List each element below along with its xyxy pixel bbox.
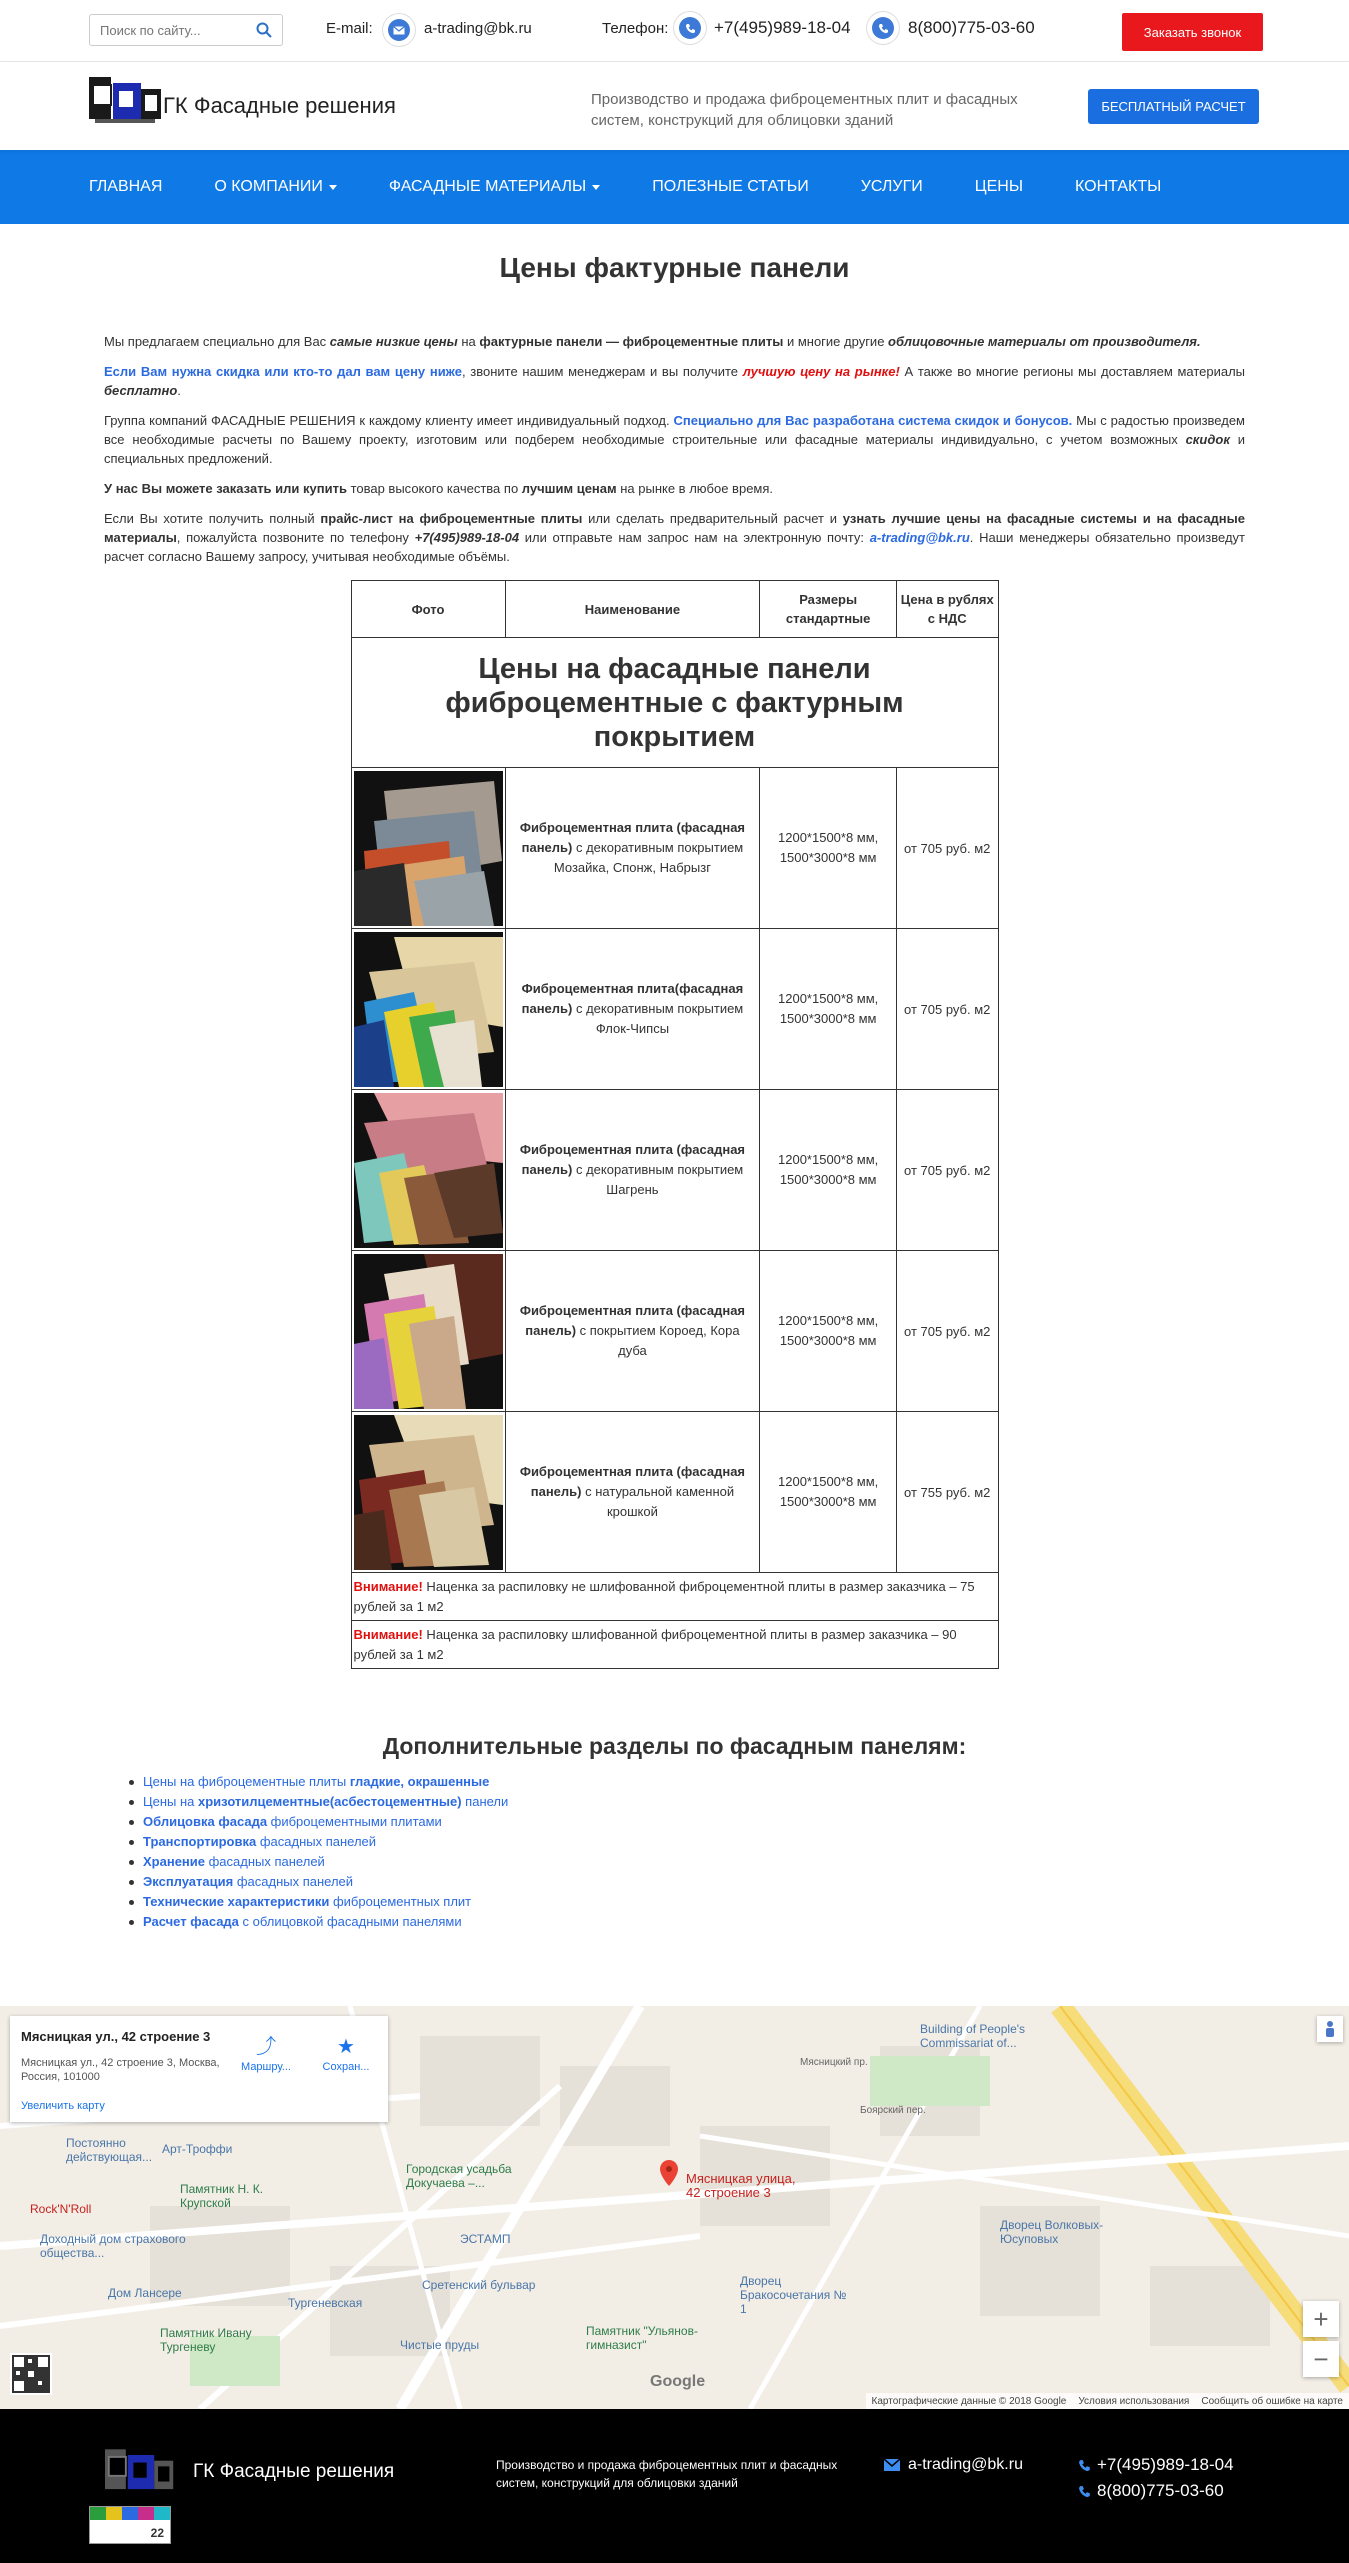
text-bold: прайс-лист на фиброцементные плиты: [320, 511, 583, 526]
save-label: Сохран...: [322, 2061, 370, 2073]
extra-link[interactable]: [129, 1832, 1245, 1852]
link-bold: Расчет фасада: [143, 1914, 239, 1929]
link-bold: гладкие, окрашенные: [349, 1774, 490, 1789]
table-heading: Цены на фасадные панели фиброцементные с фактурным покрытием: [351, 638, 998, 768]
footer-brand: ГК Фасадные решения: [193, 2461, 395, 2482]
text: Мы предлагаем специально для Вас: [104, 334, 330, 349]
table-note-row: [351, 1621, 998, 1669]
discount-system-link[interactable]: Специально для Вас разработана система скидок и бонусов.: [673, 413, 1073, 428]
nav-item-articles[interactable]: [652, 178, 809, 196]
table-header-row: [351, 581, 998, 638]
terms-link[interactable]: Условия использования: [1078, 2395, 1190, 2407]
product-name-rest: с декоративным покрытием Шагрень: [572, 1162, 744, 1197]
photo-cell: [351, 1412, 505, 1573]
top-bar: [0, 0, 1349, 62]
street-view-button[interactable]: [1317, 2016, 1343, 2042]
link-text: фасадных панелей: [256, 1834, 377, 1849]
extra-link[interactable]: [129, 1892, 1245, 1912]
footer-tagline: Производство и продажа фиброцементных плит и фасадных систем, конструкций для облицовки зданий: [496, 2458, 838, 2490]
link-text: с облицовкой фасадными панелями: [238, 1914, 462, 1929]
map-data-credit: Картографические данные © 2018 Google: [871, 2395, 1067, 2407]
poi-label: Памятник Ивану Тургеневу: [160, 2326, 252, 2354]
nav-item-prices[interactable]: [975, 178, 1023, 196]
text: , звоните нашим менеджерам и вы получите: [461, 364, 743, 379]
product-name-rest: с декоративным покрытием Флок-Чипсы: [572, 1001, 744, 1036]
product-name-rest: с декоративным покрытием Мозайка, Спонж, Набрызг: [553, 840, 744, 875]
pegman-icon: [1323, 2020, 1337, 2038]
phone-2-link[interactable]: 8(800)775-03-60: [908, 18, 1035, 37]
search-input[interactable]: [90, 15, 250, 45]
nav-item-about[interactable]: [214, 178, 337, 196]
link-bold: Хранение: [143, 1854, 205, 1869]
street-label: Боярский пер.: [860, 2105, 926, 2116]
phone-icon: [1078, 2485, 1091, 2498]
note-text: Наценка за распиловку не шлифованной фиброцементной плиты в размер заказчика – 75 рублей за 1 м2: [353, 1578, 975, 1614]
text-bold-italic: самые низкие цены: [329, 334, 458, 349]
text-bold: У нас Вы можете заказать или купить: [104, 481, 347, 496]
footer-phone-2[interactable]: [1078, 2481, 1224, 2501]
product-name-bold: Фиброцементная плита (фасадная панель): [519, 1142, 746, 1177]
link-text: Цены на фиброцементные плиты: [143, 1774, 350, 1789]
text: на рынке в любое время.: [616, 481, 774, 496]
extra-link[interactable]: [129, 1812, 1245, 1832]
text: или отправьте нам запрос нам на электронную почту:: [519, 530, 870, 545]
link-bold: Облицовка фасада: [143, 1814, 268, 1829]
product-name-rest: с покрытием Короед, Кора дуба: [576, 1323, 740, 1358]
footer-phone-text: 8(800)775-03-60: [1097, 2481, 1224, 2500]
product-price: от 755 руб. м2: [896, 1412, 998, 1573]
product-size: 1200*1500*8 мм, 1500*3000*8 мм: [760, 1251, 897, 1412]
poi-label: Дворец Волковых-Юсуповых: [1000, 2218, 1104, 2246]
zoom-out-button[interactable]: −: [1303, 2341, 1339, 2377]
phone-icon: [674, 12, 706, 44]
cutting-note: [351, 1573, 998, 1621]
nav-item-label: ГЛАВНАЯ: [89, 178, 163, 195]
text: товар высокого качества по: [346, 481, 522, 496]
search-box[interactable]: [89, 14, 283, 46]
qr-code: [10, 2353, 52, 2395]
nav-item-label: ФАСАДНЫЕ МАТЕРИАЛЫ: [388, 178, 587, 195]
table-row: [351, 768, 998, 929]
poi-label: Памятник Н. К. Крупской: [180, 2182, 264, 2210]
text-bold-italic: облицовочные материалы от производителя.: [888, 334, 1201, 349]
product-price: от 705 руб. м2: [896, 1090, 998, 1251]
poi-label: Памятник "Ульянов-гимназист": [586, 2324, 698, 2352]
footer-logo[interactable]: [105, 2449, 177, 2497]
caret-down-icon: [592, 185, 600, 190]
best-price-text: лучшую цену на рынке!: [742, 364, 900, 379]
photo-cell: [351, 768, 505, 929]
link-bold: Эксплуатация: [143, 1874, 234, 1889]
nav-item-home[interactable]: [89, 178, 162, 196]
brand-name: ГК Фасадные решения: [163, 93, 396, 118]
email-icon: [383, 14, 415, 46]
google-map[interactable]: [0, 2006, 1349, 2409]
extra-links-list: [104, 1772, 1245, 1932]
extra-link[interactable]: [129, 1772, 1245, 1792]
product-name: [505, 1251, 760, 1412]
poi-label: Дом Лансере: [108, 2286, 182, 2300]
footer-email[interactable]: [884, 2456, 1023, 2474]
order-callback-button[interactable]: Заказать звонок: [1122, 13, 1263, 51]
link-bold: Транспортировка: [143, 1834, 257, 1849]
extra-link[interactable]: [129, 1792, 1245, 1812]
text: . Наши менеджеры обязательно произведут расчет согласно Вашему запросу, учитывая необходимые объёмы.: [104, 530, 1245, 564]
product-size: 1200*1500*8 мм, 1500*3000*8 мм: [760, 929, 897, 1090]
product-size: 1200*1500*8 мм, 1500*3000*8 мм: [760, 768, 897, 929]
nav-item-label: О КОМПАНИИ: [214, 178, 323, 195]
map-marker-icon[interactable]: [660, 2160, 678, 2186]
poi-label: Доходный дом страхового общества...: [40, 2232, 186, 2260]
note-text: Наценка за распиловку шлифованной фиброцементной плиты в размер заказчика – 90 рублей за 1 м2: [353, 1626, 957, 1662]
extra-sections: [104, 1733, 1245, 1932]
map-attribution: [866, 2393, 1349, 2409]
table-row: [351, 1412, 998, 1573]
phone-icon: [1078, 2459, 1091, 2472]
warning-label: Внимание!: [353, 1626, 423, 1642]
cutting-note: [351, 1621, 998, 1669]
poi-label: Сретенский бульвар: [422, 2278, 536, 2292]
link-bold: Технические характеристики: [143, 1894, 330, 1909]
intro-paragraph-2: [104, 362, 1245, 400]
text-bold: узнать лучшие цены на фасадные системы и на фасадные материалы: [104, 511, 1245, 545]
site-header: [0, 62, 1349, 150]
poi-label: Чистые пруды: [400, 2338, 480, 2352]
enlarge-map-link[interactable]: Увеличить карту: [21, 2100, 105, 2112]
price-table: [351, 580, 999, 1669]
header-name: Наименование: [505, 581, 760, 638]
product-name: [505, 929, 760, 1090]
page-title: Цены фактурные панели: [499, 252, 850, 283]
product-name-bold: Фиброцементная плита (фасадная панель): [519, 1464, 746, 1499]
nav-item-services[interactable]: [861, 178, 923, 196]
map-card-address: Мясницкая ул., 42 строение 3, Москва, Россия, 101000: [21, 2057, 220, 2083]
product-size: 1200*1500*8 мм, 1500*3000*8 мм: [760, 1090, 897, 1251]
text: Группа компаний ФАСАДНЫЕ РЕШЕНИЯ к каждому клиенту имеет индивидуальный подход.: [104, 413, 674, 428]
product-price: от 705 руб. м2: [896, 929, 998, 1090]
header-photo: Фото: [351, 581, 505, 638]
product-name-bold: Фиброцементная плита (фасадная панель): [519, 1303, 746, 1338]
main-nav: [0, 150, 1349, 224]
nav-item-label: УСЛУГИ: [860, 178, 923, 195]
route-label: Маршру...: [241, 2061, 291, 2073]
product-name-rest: с натуральной каменной крошкой: [581, 1484, 735, 1519]
intro-paragraph-3: [104, 411, 1245, 468]
phone-icon-2: [867, 12, 899, 44]
poi-label: Building of People's Commissariat of...: [920, 2022, 1026, 2050]
text: , пожалуйста позвоните по телефону: [176, 530, 415, 545]
footer-email-text: a-trading@bk.ru: [908, 2456, 1023, 2473]
footer-phone-1[interactable]: [1078, 2455, 1234, 2475]
product-photo-stone-chips[interactable]: [354, 1415, 503, 1570]
header-price: Цена в рублях с НДС: [896, 581, 998, 638]
free-calculation-button[interactable]: БЕСПЛАТНЫЙ РАСЧЕТ: [1088, 89, 1259, 124]
nav-item-facade-materials[interactable]: [389, 178, 600, 196]
link-text: панели: [461, 1794, 509, 1809]
photo-cell: [351, 929, 505, 1090]
product-size: 1200*1500*8 мм, 1500*3000*8 мм: [760, 1412, 897, 1573]
directions-icon: ⤴: [256, 2036, 276, 2058]
site-footer: [0, 2409, 1349, 2563]
poi-label: Постоянно действующая...: [66, 2136, 153, 2164]
nav-item-label: ПОЛЕЗНЫЕ СТАТЬИ: [652, 178, 809, 195]
route-button[interactable]: [236, 2036, 296, 2073]
table-row: [351, 1090, 998, 1251]
extra-sections-title: Дополнительные разделы по фасадным панелям:: [382, 1733, 967, 1759]
product-photo-bark-beetle[interactable]: [354, 1254, 503, 1409]
product-name-bold: Фиброцементная плита (фасадная панель): [519, 820, 746, 855]
text-bold: фактурные панели — фиброцементные плиты: [479, 334, 784, 349]
link-text: фасадных панелей: [205, 1854, 325, 1869]
save-button[interactable]: [316, 2036, 376, 2073]
header-tagline: Производство и продажа фиброцементных плит и фасадных систем, конструкций для облицовки зданий: [591, 91, 1018, 129]
envelope-icon: [884, 2459, 900, 2471]
intro-text: [104, 332, 1245, 566]
phone-1-link[interactable]: +7(495)989-18-04: [714, 18, 851, 37]
visitor-counter[interactable]: [89, 2506, 171, 2544]
email-link[interactable]: a-trading@bk.ru: [424, 20, 532, 37]
link-bold: хризотилцементные(асбестоцементные): [198, 1794, 462, 1809]
text-bold-italic: бесплатно: [104, 383, 178, 398]
product-name: [505, 1412, 760, 1573]
link-text: фиброцементных плит: [329, 1894, 472, 1909]
star-icon: ★: [337, 2036, 355, 2058]
nav-item-label: ЦЕНЫ: [974, 178, 1023, 195]
qr-pattern: [12, 2355, 50, 2393]
caret-down-icon: [329, 185, 337, 190]
text: и многие другие: [783, 334, 889, 349]
nav-item-label: КОНТАКТЫ: [1074, 178, 1162, 195]
extra-link[interactable]: [129, 1872, 1245, 1892]
map-card-title: Мясницкая ул., 42 строение 3: [21, 2029, 211, 2044]
search-icon[interactable]: [256, 22, 272, 38]
product-name: [505, 768, 760, 929]
text-bold: лучшим ценам: [521, 481, 617, 496]
nav-item-contacts[interactable]: [1075, 178, 1161, 196]
text: А также во многие регионы мы доставляем материалы: [899, 364, 1246, 379]
text: Если Вы хотите получить полный: [104, 511, 321, 526]
product-price: от 705 руб. м2: [896, 1251, 998, 1412]
intro-paragraph-4: [104, 479, 1245, 498]
email-link[interactable]: a-trading@bk.ru: [869, 530, 970, 545]
link-text: фиброцементными плитами: [267, 1814, 442, 1829]
poi-label: Rock'N'Roll: [30, 2202, 92, 2216]
main-content: [104, 224, 1245, 1932]
link-text: Цены на: [143, 1794, 199, 1809]
poi-label: Арт-Троффи: [162, 2142, 233, 2156]
phone-label: Телефон:: [602, 20, 669, 37]
product-photo-mosaic[interactable]: [354, 771, 503, 926]
map-info-card: [10, 2016, 388, 2122]
text: Мы с радостью произведем все необходимые расчеты по Вашему проекту, изготовим или подберем необходимые строительные или фасадные материалы индивидуально, с учетом возможных: [104, 413, 1245, 447]
discount-link[interactable]: Если Вам нужна скидка или кто-то дал вам цену ниже: [104, 364, 462, 379]
photo-cell: [351, 1251, 505, 1412]
text: .: [177, 383, 181, 398]
header-size: Размеры стандартные: [760, 581, 897, 638]
link-text: фасадных панелей: [233, 1874, 354, 1889]
google-logo: Google: [650, 2373, 706, 2390]
poi-label: Дворец Бракосочетания № 1: [740, 2274, 847, 2316]
counter-bar: [90, 2507, 170, 2520]
poi-label: Городская усадьба Докучаева –...: [406, 2162, 512, 2190]
street-label: Мясницкий пр.: [800, 2057, 868, 2068]
table-note-row: [351, 1573, 998, 1621]
product-name: [505, 1090, 760, 1251]
footer-phone-text: +7(495)989-18-04: [1097, 2455, 1234, 2474]
product-name-bold: Фиброцементная плита(фасадная панель): [521, 981, 744, 1016]
photo-cell: [351, 1090, 505, 1251]
extra-link[interactable]: [129, 1912, 1245, 1932]
product-price: от 705 руб. м2: [896, 768, 998, 929]
product-photo-flock[interactable]: [354, 932, 503, 1087]
company-logo[interactable]: [89, 77, 165, 127]
counter-value: 22: [150, 2526, 164, 2540]
product-photo-shagreen[interactable]: [354, 1093, 503, 1248]
marker-label: Мясницкая улица, 42 строение 3: [686, 2171, 796, 2200]
extra-link[interactable]: [129, 1852, 1245, 1872]
poi-label: ЭСТАМП: [460, 2232, 511, 2246]
phone-text: +7(495)989-18-04: [414, 530, 520, 545]
table-row: [351, 1251, 998, 1412]
warning-label: Внимание!: [353, 1578, 423, 1594]
email-label: E-mail:: [326, 20, 373, 37]
report-error-link[interactable]: Сообщить об ошибке на карте: [1201, 2395, 1343, 2407]
intro-paragraph-1: [104, 332, 1245, 351]
table-row: [351, 929, 998, 1090]
poi-label: Тургеневская: [288, 2296, 363, 2310]
zoom-in-button[interactable]: +: [1303, 2301, 1339, 2337]
text: или сделать предварительный расчет и: [582, 511, 843, 526]
text: и специальных предложений.: [104, 432, 1245, 466]
text-bold-italic: скидок: [1185, 432, 1230, 447]
intro-paragraph-5: [104, 509, 1245, 566]
text: на: [457, 334, 480, 349]
